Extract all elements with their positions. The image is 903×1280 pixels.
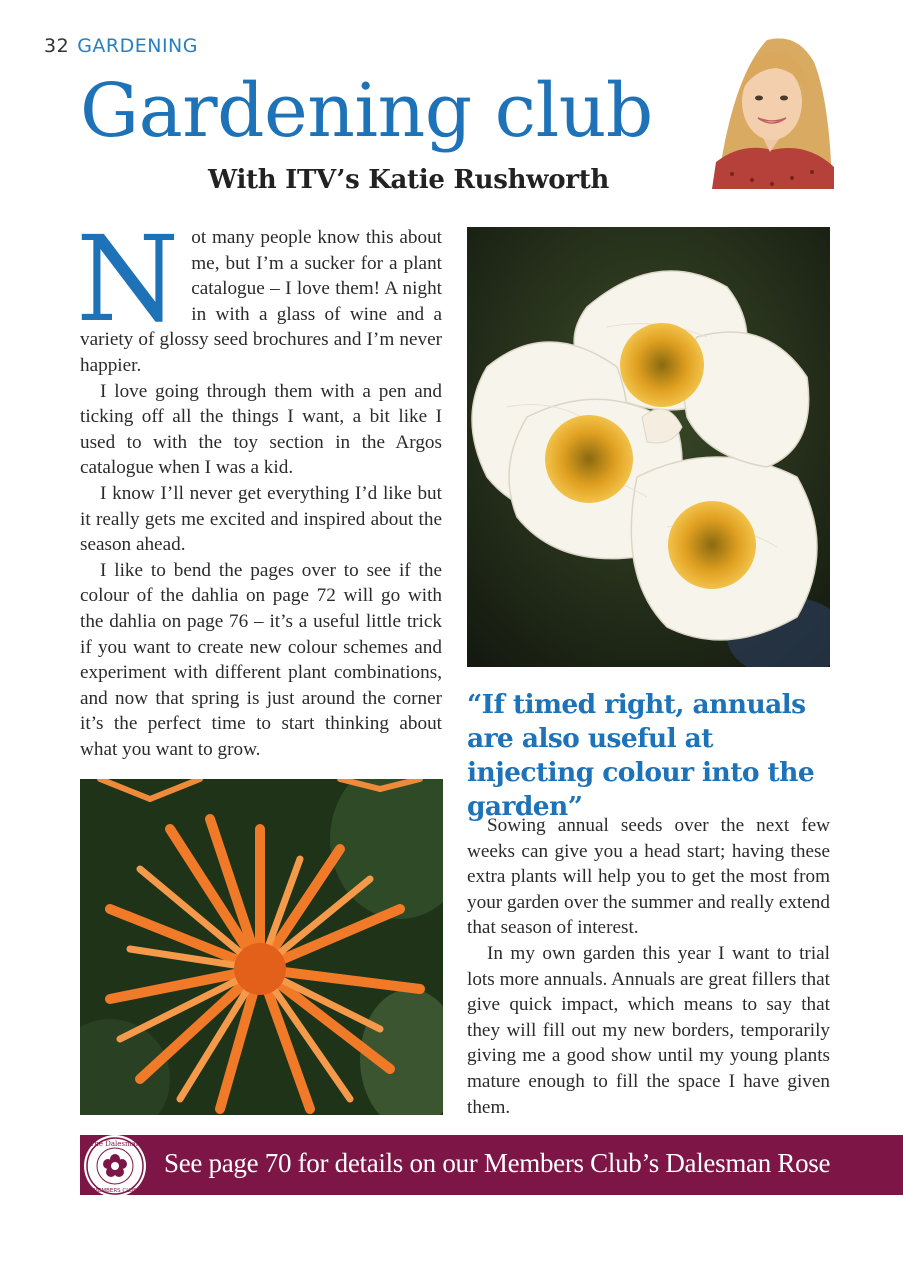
drop-cap: N — [76, 210, 180, 348]
body-paragraph: I like to bend the pages over to see if the colour of the dahlia on page 72 will go with the dahlia on page 76 – it’s a useful little trick if you want to create new colour schemes and experiment with different plant combinations, and now that spring is just around the corner it’s the perfect time to start thinking about what you want to grow. — [80, 559, 442, 760]
members-club-banner[interactable] — [80, 1135, 903, 1195]
page-folio — [44, 35, 198, 57]
byline: With ITV’s Katie Rushworth — [208, 165, 610, 195]
body-paragraph: In my own garden this year I want to trial lots more annuals. Annuals are great fillers that give quick impact, which means to say that they will fill out my new borders, temporarily giving me a good show until my young plants mature enough to fill the space I have given them. — [467, 942, 830, 1118]
dalesman-rose-seal-icon — [82, 1133, 148, 1199]
body-paragraph: I know I’ll never get everything I’d like but it really gets me excited and inspired about the season ahead. — [80, 482, 442, 556]
white-poppy-photo — [467, 227, 830, 667]
page-title: Gardening club — [80, 68, 653, 154]
section-label: GARDENING — [77, 35, 198, 57]
orange-dahlia-photo — [80, 779, 443, 1115]
intro-text: ot many people know this about me, but I’m a sucker for a plant catalogue – I love them! A night in with a glass of wine and a variety of glossy seed brochures and I’m never happier. — [80, 227, 442, 376]
pull-quote: “If timed right, annuals are also useful at injecting colour into the garden” — [467, 689, 815, 822]
left-column — [76, 210, 442, 762]
body-paragraph: I love going through them with a pen and ticking off all the things I want, a bit like I used to with the toy section in the Argos catalogue when I was a kid. — [80, 380, 442, 479]
seal-top-text: The Dalesman — [89, 1140, 141, 1148]
seal-bottom-text: MEMBERS CLUB — [93, 1188, 137, 1194]
body-paragraph: Sowing annual seeds over the next few weeks can give you a head start; having these extra plants will help you to get the most from your garden over the summer and really extend that season of interest. — [467, 815, 830, 939]
page-number: 32 — [44, 35, 70, 57]
right-column — [467, 813, 830, 1120]
author-portrait — [712, 32, 834, 189]
intro-paragraph — [76, 210, 442, 379]
banner-text: See page 70 for details on our Members Club’s Dalesman Rose — [164, 1148, 831, 1178]
